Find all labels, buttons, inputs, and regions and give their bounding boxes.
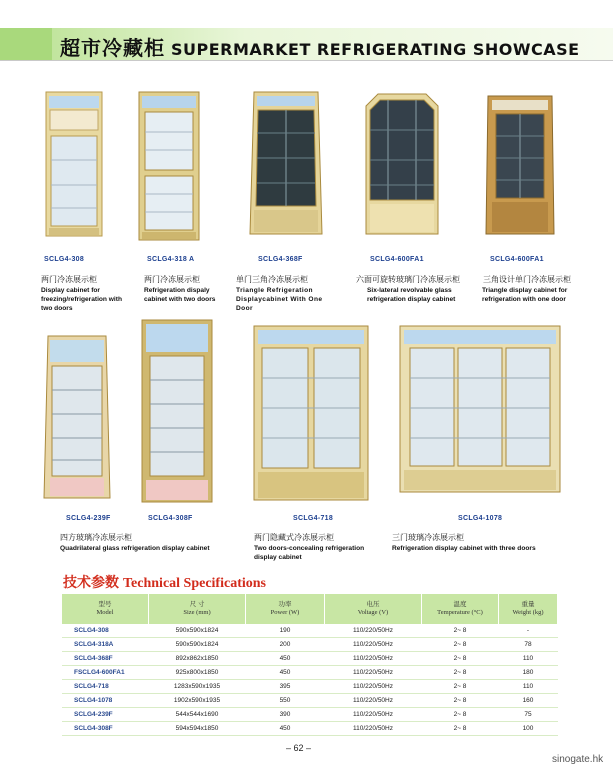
col-header-temperature: 温度 Temperature (°C) bbox=[422, 594, 499, 624]
product-model: SCLG4-318 A bbox=[147, 256, 195, 263]
product-desc-en: Quadrilateral glass refrigeration display cabinet bbox=[60, 545, 210, 552]
product-name-zh: 两门冷冻展示柜 bbox=[41, 275, 97, 284]
product-model: SCLG4-718 bbox=[293, 515, 334, 522]
table-row: FSCLG4-600FA1 925x800x1850 450 110/220/50Hz 2~ 8 180 bbox=[62, 666, 558, 680]
product-name-zh: 六面可旋转玻璃门冷冻展示柜 bbox=[356, 275, 460, 284]
cabinet-image bbox=[398, 324, 562, 496]
product-model: SCLG4-308F bbox=[148, 515, 193, 522]
product-desc-en: Triangle display cabinet for refrigeration with one door bbox=[482, 287, 568, 303]
table-row: SCLG4-308F 594x594x1850 450 110/220/50Hz 2~ 8 100 bbox=[62, 722, 558, 736]
table-row: SCLG4-239F 544x544x1690 390 110/220/50Hz 2~ 8 75 bbox=[62, 708, 558, 722]
product-desc-en: Six-lateral revolvable glass refrigeration display cabinet bbox=[367, 287, 456, 303]
product-model: SCLG4-600FA1 bbox=[490, 256, 544, 263]
watermark: sinogate.hk bbox=[552, 754, 604, 765]
col-header-voltage: 电压 Voltage (V) bbox=[325, 594, 422, 624]
page-title-zh: 超市冷藏柜 bbox=[60, 36, 165, 60]
header-divider bbox=[0, 60, 613, 61]
page-title-en: SUPERMARKET REFRIGERATING SHOWCASE bbox=[171, 40, 580, 59]
spec-title bbox=[63, 572, 266, 592]
cabinet-image bbox=[42, 332, 112, 502]
page-header bbox=[0, 28, 613, 60]
table-row: SCLG4-368F 892x862x1850 450 110/220/50Hz 2~ 8 110 bbox=[62, 652, 558, 666]
product-desc-en: Refrigeration display cabinet with three doors bbox=[392, 545, 536, 552]
spec-title-en: Technical Specifications bbox=[123, 576, 266, 591]
cabinet-image bbox=[364, 90, 440, 240]
product-model: SCLG4-308 bbox=[44, 256, 85, 263]
table-row: SCLG4-308 590x590x1824 190 110/220/50Hz 2~ 8 - bbox=[62, 624, 558, 638]
table-row: SCLG4-318A 590x590x1824 200 110/220/50Hz 2~ 8 78 bbox=[62, 638, 558, 652]
product-name-zh: 三角设计单门冷冻展示柜 bbox=[483, 275, 571, 284]
product-model: SCLG4-600FA1 bbox=[370, 256, 424, 263]
spec-table bbox=[62, 594, 558, 736]
col-header-size: 尺 寸 Size (mm) bbox=[149, 594, 246, 624]
product-name-zh: 两门冷冻展示柜 bbox=[144, 275, 200, 284]
table-row: SCLG4-718 1283x590x1935 395 110/220/50Hz 2~ 8 110 bbox=[62, 680, 558, 694]
product-desc-en: Display cabinet for freezing/refrigeration with two doors bbox=[41, 287, 122, 312]
cabinet-image bbox=[484, 92, 556, 238]
page-title bbox=[60, 32, 580, 61]
product-name-zh: 单门三角冷冻展示柜 bbox=[236, 275, 308, 284]
spec-title-zh: 技术参数 bbox=[63, 575, 119, 591]
product-name-zh: 四方玻璃冷冻展示柜 bbox=[60, 533, 132, 542]
product-name-zh: 三门玻璃冷冻展示柜 bbox=[392, 533, 464, 542]
product-name-zh: 两门隐藏式冷冻展示柜 bbox=[254, 533, 334, 542]
product-desc-en: Refrigeration dispaly cabinet with two doors bbox=[144, 287, 216, 303]
cabinet-image bbox=[137, 90, 201, 242]
col-header-model: 型号 Model bbox=[62, 594, 149, 624]
product-desc-en: Two doors-concealing refrigeration display cabinet bbox=[254, 545, 365, 561]
cabinet-image bbox=[248, 88, 324, 244]
product-model: SCLG4-1078 bbox=[458, 515, 503, 522]
product-model: SCLG4-368F bbox=[258, 256, 303, 263]
spec-header-row bbox=[62, 594, 558, 624]
page-number: – 62 – bbox=[286, 743, 312, 753]
cabinet-image bbox=[140, 318, 214, 504]
cabinet-image bbox=[44, 90, 104, 238]
col-header-power: 功率 Power (W) bbox=[246, 594, 325, 624]
product-desc-en: Triangle Refrigeration Displaycabinet With One Door bbox=[236, 287, 323, 312]
table-row: SCLG4-1078 1902x590x1935 550 110/220/50Hz 2~ 8 160 bbox=[62, 694, 558, 708]
cabinet-image bbox=[252, 324, 370, 502]
col-header-weight: 重量 Weight (kg) bbox=[499, 594, 558, 624]
header-color-block bbox=[0, 28, 52, 60]
product-model: SCLG4-239F bbox=[66, 515, 111, 522]
